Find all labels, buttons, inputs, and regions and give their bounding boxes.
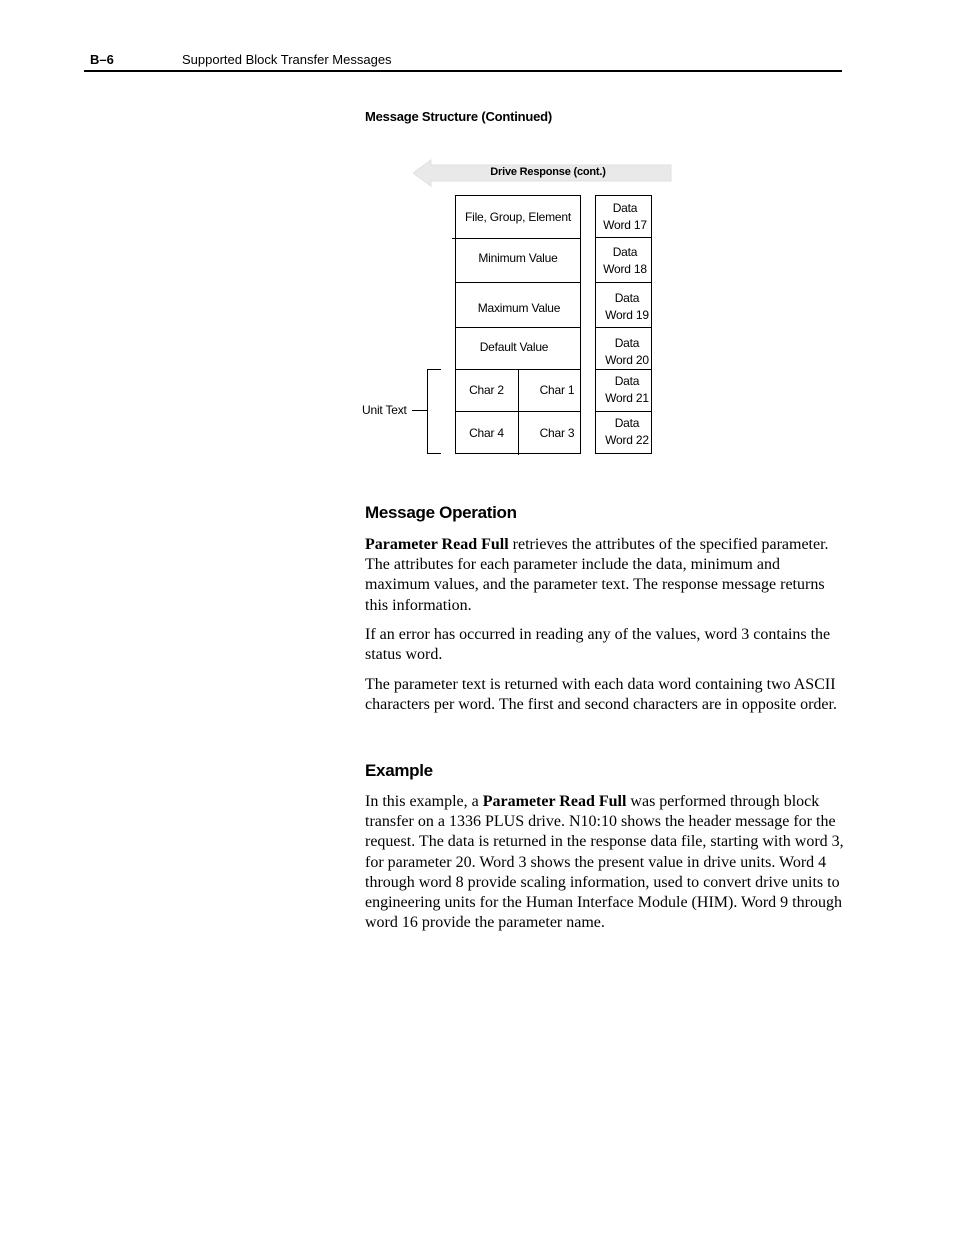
word-divider [595, 282, 652, 283]
word-column-left-border [595, 195, 596, 453]
figure-title: Message Structure (Continued) [365, 109, 553, 124]
char-1-cell: Char 1 [539, 383, 575, 397]
word-divider [595, 327, 652, 328]
field-file-group-element: File, Group, Element [464, 209, 572, 224]
operation-paragraph-1: Parameter Read Full retrieves the attributes of the specified parameter. The attributes for each parameter include the data, minimum and maximum values, and the parameter text. The response message returns this information. [365, 536, 829, 614]
unit-text-bracket [427, 369, 428, 453]
word-divider [595, 411, 652, 412]
unit-text-label: Unit Text [362, 403, 407, 417]
data-word-22: Data Word 22 [605, 416, 649, 447]
data-word-21: Data Word 21 [605, 374, 649, 405]
running-title: Supported Block Transfer Messages [182, 52, 392, 67]
word-divider [595, 237, 652, 238]
data-word-20: Data Word 20 [605, 336, 649, 367]
unit-text-bracket-top [427, 369, 441, 370]
operation-paragraph-2: If an error has occurred in reading any of the values, word 3 contains the status word. [365, 626, 831, 664]
field-maximum-value: Maximum Value [477, 300, 561, 315]
drive-response-arrow [413, 159, 673, 187]
message-operation-heading: Message Operation [365, 503, 517, 522]
header-rule [84, 70, 842, 72]
arrow-label: Drive Response (cont.) [490, 166, 606, 178]
word-column-bottom-border [595, 453, 652, 454]
char-divider [518, 369, 519, 455]
data-word-19: Data Word 19 [605, 291, 649, 322]
unit-text-leader [412, 410, 427, 411]
char-2-cell: Char 2 [469, 383, 504, 397]
unit-text-bracket-bottom [427, 453, 441, 454]
data-word-17: Data Word 17 [603, 201, 647, 232]
field-default-value: Default Value [479, 339, 549, 354]
operation-paragraph-3: The parameter text is returned with each data word containing two ASCII characters per word. The first and second characters are in opposite order. [365, 676, 837, 714]
data-word-18: Data Word 18 [603, 245, 647, 276]
page-number: B–6 [90, 52, 114, 67]
char-4-cell: Char 4 [469, 425, 504, 440]
field-minimum-value: Minimum Value [478, 250, 558, 265]
example-heading: Example [365, 761, 433, 780]
word-column-top-border [595, 195, 652, 196]
example-paragraph: In this example, a Parameter Read Full was performed through block transfer on a 1336 PLUS drive. N10:10 shows the header message for the request. The data is returned in the response data file, starting with word 3, for parameter 20. Word 3 shows the present value in drive units. Word 4 through word 8 provide scaling information, used to convert drive units to engineering units for the Human Interface Module (HIM). Word 9 through word 16 provide the parameter name. [365, 793, 844, 932]
char-3-cell: Char 3 [539, 425, 575, 440]
